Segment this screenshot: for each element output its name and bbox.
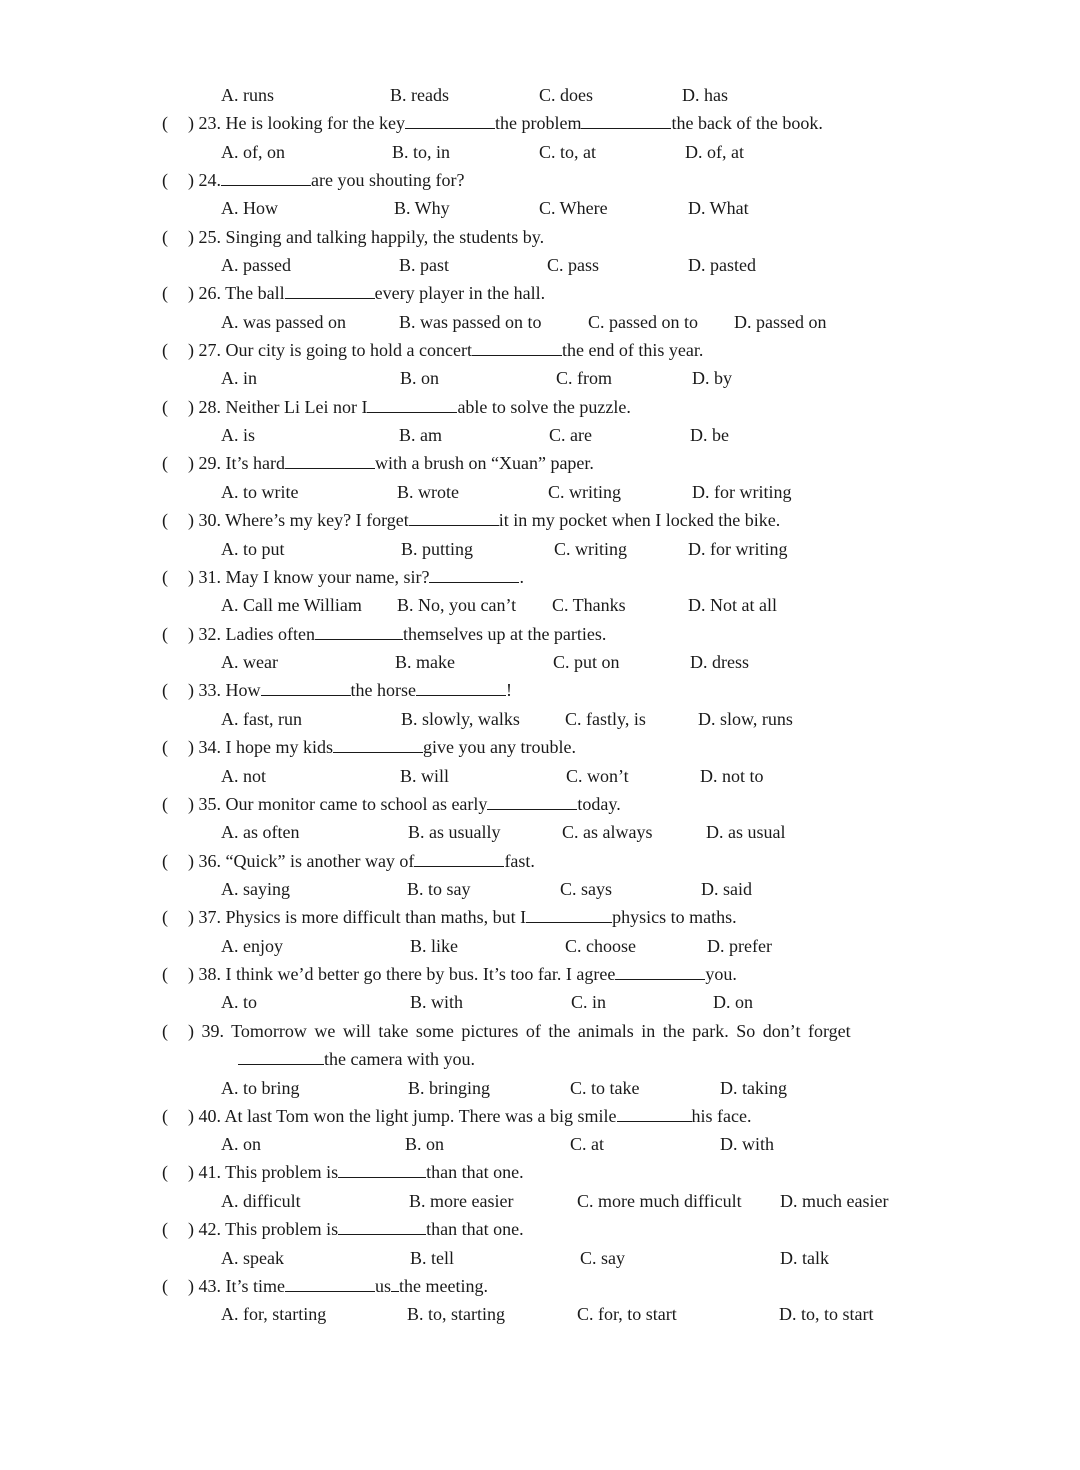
option-d: D. much easier <box>780 1191 889 1211</box>
option-b: B. like <box>410 936 458 956</box>
question-31: ) 31. May I know your name, sir? . <box>188 567 524 587</box>
option-d: D. on <box>713 992 753 1012</box>
option-a: A. to put <box>221 539 285 559</box>
option-d: D. prefer <box>707 936 772 956</box>
option-c: C. won’t <box>566 766 629 786</box>
option-b: B. to say <box>407 879 471 899</box>
answer-paren: ( <box>162 227 168 247</box>
option-d: D. taking <box>720 1078 787 1098</box>
option-a: A. is <box>221 425 256 445</box>
answer-paren: ( <box>162 170 168 190</box>
option-b: B. bringing <box>408 1078 491 1098</box>
option-d: D. pasted <box>688 255 756 275</box>
option-a: A. passed <box>221 255 291 275</box>
option-c: C. from <box>556 368 612 388</box>
option-a: A. difficult <box>221 1191 301 1211</box>
option-a: A. Call me William <box>221 595 362 615</box>
answer-paren: ( <box>162 1162 168 1182</box>
question-29: ) 29. It’s hard with a brush on “Xuan” paper. <box>188 453 594 473</box>
option-b: B. to, in <box>392 142 451 162</box>
question-25: ) 25. Singing and talking happily, the students by. <box>188 227 545 247</box>
question-30: ) 30. Where’s my key? I forget it in my pocket when I locked the bike. <box>188 510 781 530</box>
answer-paren: ( <box>162 397 168 417</box>
option-b: B. slowly, walks <box>401 709 520 729</box>
answer-paren: ( <box>162 1276 168 1296</box>
option-a: A. in <box>221 368 257 388</box>
option-a: A. to write <box>221 482 299 502</box>
option-c: C. writing <box>548 482 622 502</box>
option-c: C. choose <box>565 936 636 956</box>
answer-paren: ( <box>162 113 168 133</box>
answer-paren: ( <box>162 737 168 757</box>
option-d: D. What <box>688 198 749 218</box>
question-41: ) 41. This problem is than that one. <box>188 1162 524 1182</box>
question-38: ) 38. I think we’d better go there by bus. It’s too far. I agree you. <box>188 964 737 984</box>
option-b: B. as usually <box>408 822 501 842</box>
question-39-cont: the camera with you. <box>238 1048 475 1070</box>
option-b: B. wrote <box>397 482 459 502</box>
option-b: B. to, starting <box>407 1304 505 1324</box>
option-b: B. on <box>400 368 440 388</box>
question-32: ) 32. Ladies often themselves up at the parties. <box>188 624 607 644</box>
option-a: A. How <box>221 198 278 218</box>
question-33: ) 33. How the horse ! <box>188 680 512 700</box>
option-d: D. be <box>690 425 729 445</box>
option-d: D. Not at all <box>688 595 777 615</box>
option-c: C. to take <box>570 1078 640 1098</box>
answer-paren: ( <box>162 680 168 700</box>
answer-paren: ( <box>162 283 168 303</box>
option-c: C. to, at <box>539 142 596 162</box>
option-d: D. for writing <box>688 539 788 559</box>
question-35: ) 35. Our monitor came to school as early today. <box>188 794 621 814</box>
option-c: C. does <box>539 85 593 105</box>
option-b: B. with <box>410 992 464 1012</box>
option-c: C. are <box>549 425 592 445</box>
answer-paren: ( <box>162 851 168 871</box>
question-40: ) 40. At last Tom won the light jump. There was a big smile his face. <box>188 1106 752 1126</box>
option-d: D. said <box>701 879 752 899</box>
option-c: C. at <box>570 1134 604 1154</box>
option-c: C. pass <box>547 255 600 275</box>
option-b: B. on <box>405 1134 445 1154</box>
question-42: ) 42. This problem is than that one. <box>188 1219 524 1239</box>
option-c: C. writing <box>554 539 628 559</box>
option-c: C. in <box>571 992 607 1012</box>
option-a: A. to <box>221 992 257 1012</box>
question-43: ) 43. It’s time us the meeting. <box>188 1276 488 1296</box>
option-b: B. putting <box>401 539 474 559</box>
option-a: A. enjoy <box>221 936 283 956</box>
option-a: A. as often <box>221 822 300 842</box>
option-b: B. past <box>399 255 450 275</box>
option-d: D. as usual <box>706 822 786 842</box>
option-d: D. with <box>720 1134 774 1154</box>
answer-paren: ( <box>162 624 168 644</box>
option-d: D. of, at <box>685 142 744 162</box>
option-a: A. saying <box>221 879 290 899</box>
answer-paren: ( <box>162 794 168 814</box>
option-c: C. Where <box>539 198 608 218</box>
option-b: B. tell <box>410 1248 454 1268</box>
question-23: ) 23. He is looking for the key the problem the back of the book. <box>188 113 823 133</box>
option-c: C. Thanks <box>552 595 626 615</box>
option-d: D. by <box>692 368 732 388</box>
option-c: C. fastly, is <box>565 709 646 729</box>
option-a: A. runs <box>221 85 274 105</box>
option-d: D. slow, runs <box>698 709 793 729</box>
option-a: A. fast, run <box>221 709 302 729</box>
option-a: A. not <box>221 766 266 786</box>
option-c: C. for, to start <box>577 1304 677 1324</box>
option-c: C. says <box>560 879 613 899</box>
question-37: ) 37. Physics is more difficult than maths, but I physics to maths. <box>188 907 737 927</box>
question-24: ) 24. are you shouting for? <box>188 170 465 190</box>
question-34: ) 34. I hope my kids give you any trouble. <box>188 737 576 757</box>
option-b: B. more easier <box>409 1191 514 1211</box>
answer-paren: ( <box>162 567 168 587</box>
option-b: B. Why <box>394 198 450 218</box>
answer-paren: ( <box>162 510 168 530</box>
answer-paren: ( <box>162 340 168 360</box>
option-c: C. as always <box>562 822 653 842</box>
option-a: A. speak <box>221 1248 284 1268</box>
option-d: D. passed on <box>734 312 827 332</box>
option-b: B. No, you can’t <box>397 595 517 615</box>
option-c: C. passed on to <box>588 312 698 332</box>
question-27: ) 27. Our city is going to hold a concert the end of this year. <box>188 340 704 360</box>
option-b: B. will <box>400 766 450 786</box>
option-a: A. was passed on <box>221 312 346 332</box>
option-a: A. on <box>221 1134 261 1154</box>
option-d: D. not to <box>700 766 764 786</box>
option-a: A. wear <box>221 652 278 672</box>
option-c: C. more much difficult <box>577 1191 742 1211</box>
answer-paren: ( <box>162 1219 168 1239</box>
answer-paren: ( <box>162 964 168 984</box>
option-d: D. for writing <box>692 482 792 502</box>
option-a: A. of, on <box>221 142 285 162</box>
option-b: B. am <box>399 425 442 445</box>
option-d: D. talk <box>780 1248 829 1268</box>
option-a: A. for, starting <box>221 1304 327 1324</box>
question-36: ) 36. “Quick” is another way of fast. <box>188 851 535 871</box>
option-b: B. make <box>395 652 455 672</box>
answer-paren: ( <box>162 1021 168 1041</box>
option-d: D. has <box>682 85 728 105</box>
option-d: D. to, to start <box>779 1304 874 1324</box>
option-c: C. put on <box>553 652 620 672</box>
option-b: B. was passed on to <box>399 312 542 332</box>
option-c: C. say <box>580 1248 625 1268</box>
question-39: ) 39. Tomorrow we will take some pictures of the animals in the park. So don’t forget <box>188 1021 851 1041</box>
answer-paren: ( <box>162 453 168 473</box>
question-26: ) 26. The ball every player in the hall. <box>188 283 546 303</box>
answer-paren: ( <box>162 907 168 927</box>
answer-paren: ( <box>162 1106 168 1126</box>
option-a: A. to bring <box>221 1078 300 1098</box>
option-d: D. dress <box>690 652 749 672</box>
question-28: ) 28. Neither Li Lei nor I able to solve the puzzle. <box>188 397 631 417</box>
option-b: B. reads <box>390 85 449 105</box>
